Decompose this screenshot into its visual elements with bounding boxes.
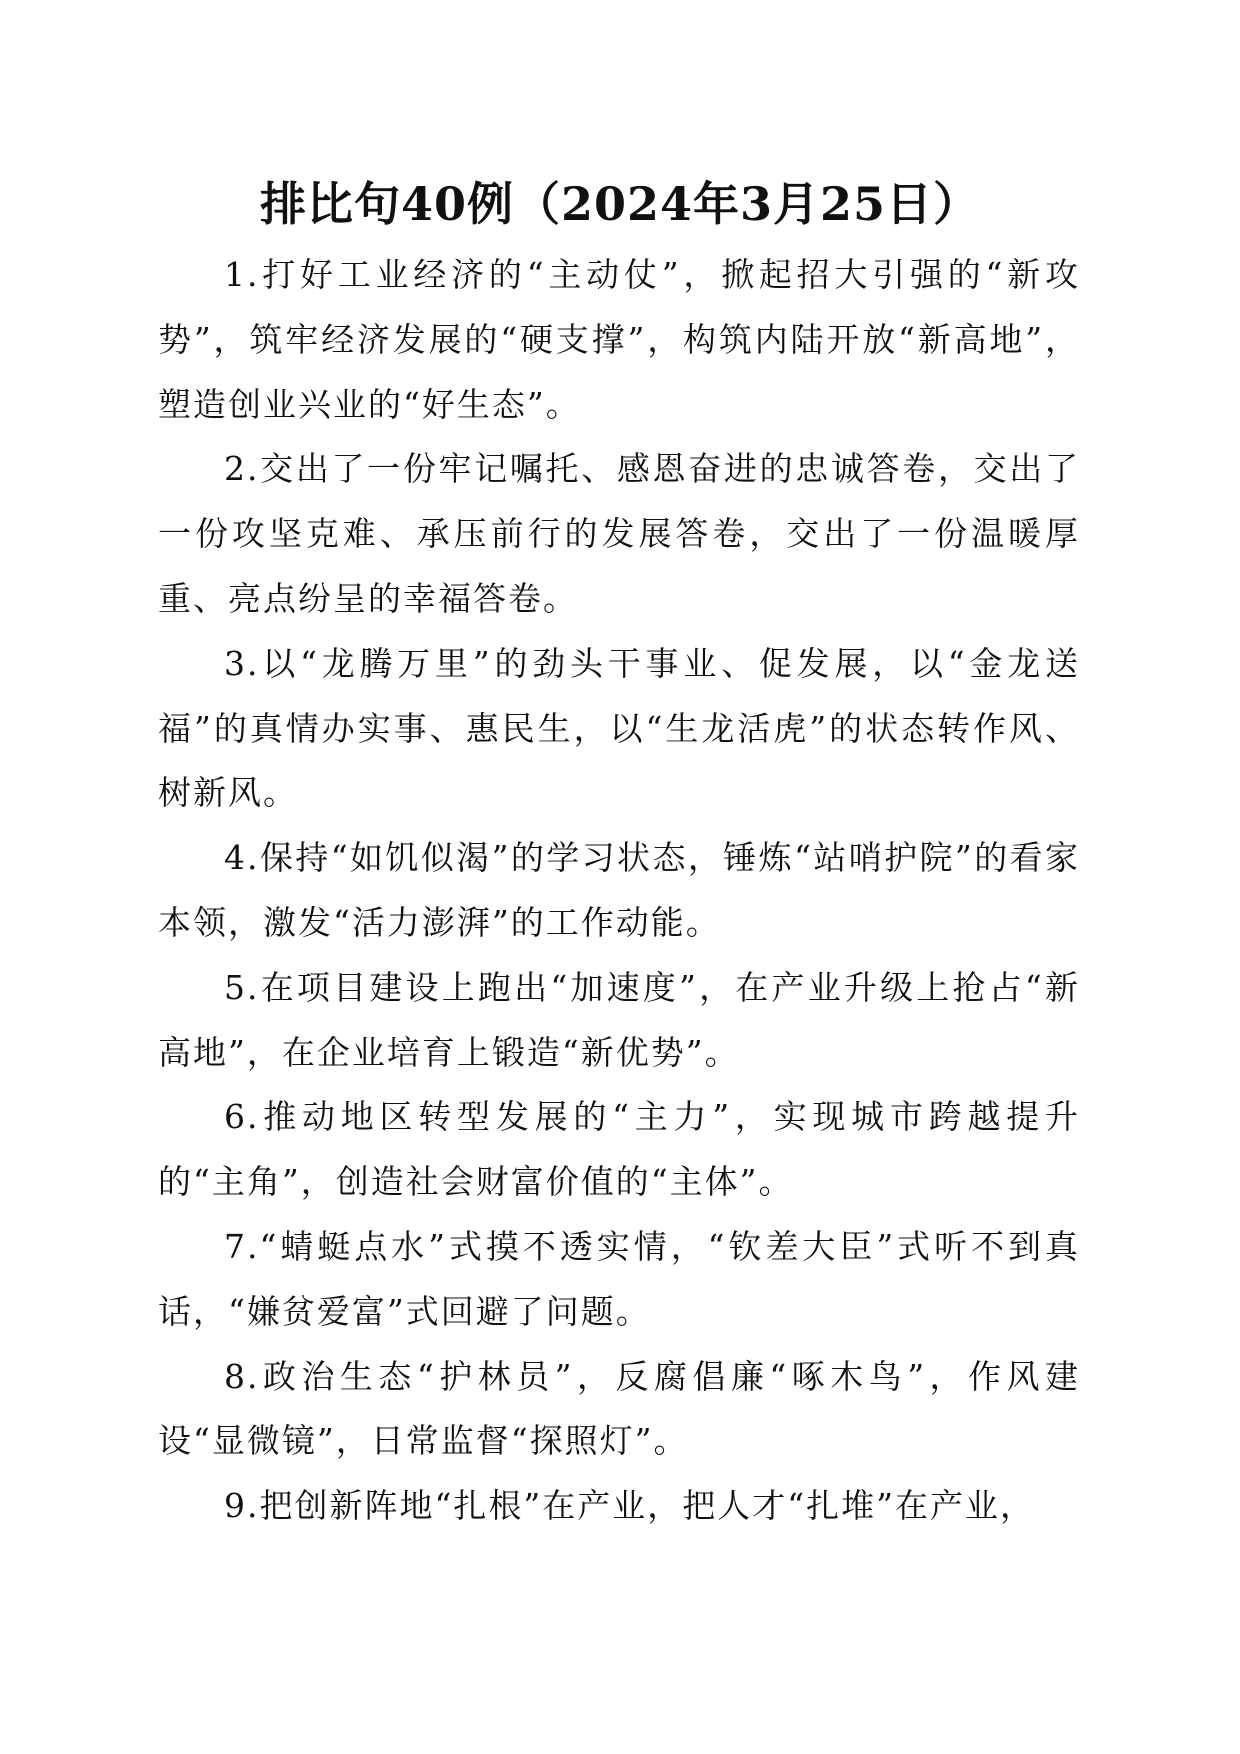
document-body bbox=[158, 243, 1080, 1539]
paragraph: 6.推动地区转型发展的“主力”，实现城市跨越提升的“主角”，创造社会财富价值的“主体”。 bbox=[158, 1097, 1080, 1202]
paragraph: 5.在项目建设上跑出“加速度”，在产业升级上抢占“新高地”，在企业培育上锻造“新优势”。 bbox=[158, 967, 1080, 1072]
paragraph: 3.以“龙腾万里”的劲头干事业、促发展，以“金龙送福”的真情办实事、惠民生，以“生龙活虎”的状态转作风、树新风。 bbox=[158, 643, 1080, 813]
paragraph: 2.交出了一份牢记嘱托、感恩奋进的忠诚答卷，交出了一份攻坚克难、承压前行的发展答卷，交出了一份温暖厚重、亮点纷呈的幸福答卷。 bbox=[158, 449, 1080, 618]
paragraph: 4.保持“如饥似渴”的学习状态，锤炼“站哨护院”的看家本领，激发“活力澎湃”的工作动能。 bbox=[158, 838, 1080, 942]
paragraph: 7.“蜻蜓点水”式摸不透实情，“钦差大臣”式听不到真话，“嫌贫爱富”式回避了问题。 bbox=[158, 1226, 1080, 1331]
document-title: 排比句40例（2024年3月25日） bbox=[259, 177, 981, 231]
paragraph: 8.政治生态“护林员”，反腐倡廉“啄木鸟”，作风建设“显微镜”，日常监督“探照灯”。 bbox=[158, 1356, 1080, 1461]
paragraph: 1.打好工业经济的“主动仗”，掀起招大引强的“新攻势”，筑牢经济发展的“硬支撑”，构筑内陆开放“新高地”，塑造创业兴业的“好生态”。 bbox=[158, 255, 1080, 424]
paragraph: 9.把创新阵地“扎根”在产业，把人才“扎堆”在产业， bbox=[224, 1486, 1035, 1526]
